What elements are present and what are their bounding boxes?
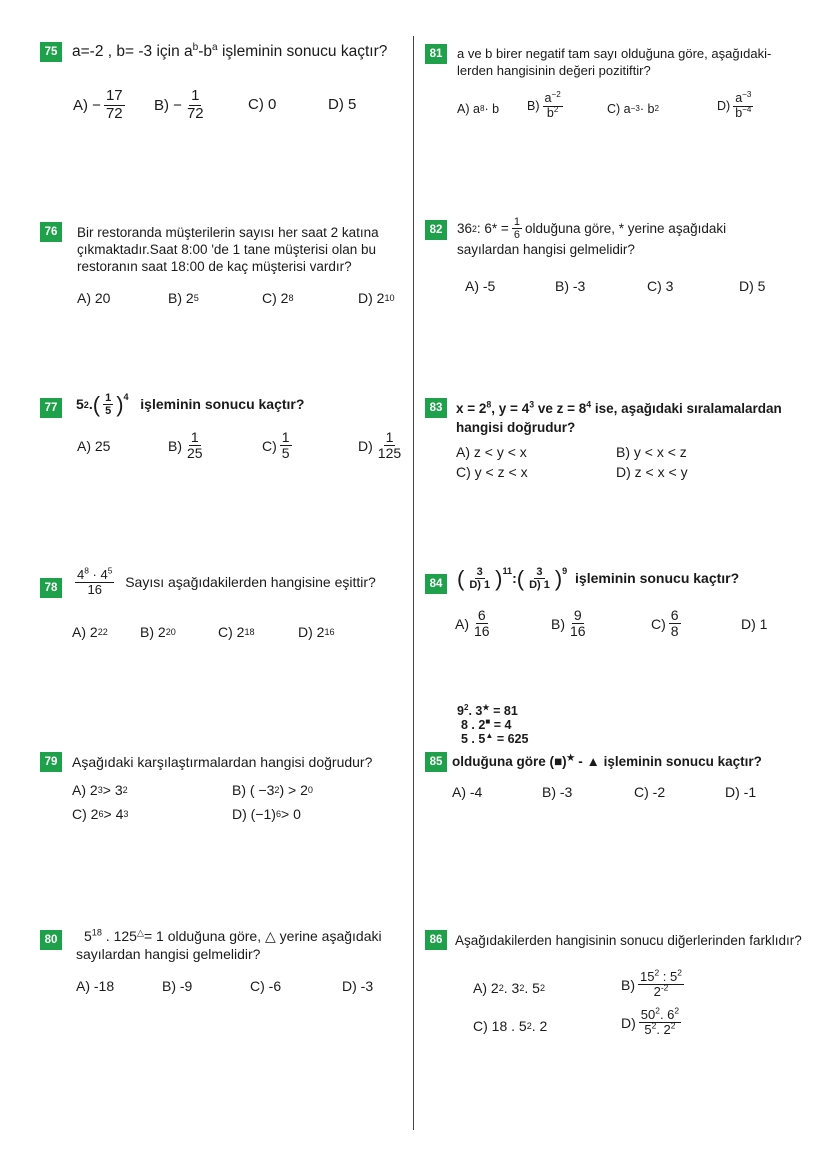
- option-d[interactable]: D) 1: [741, 616, 768, 632]
- option-c[interactable]: [262, 430, 295, 462]
- exp: −2: [551, 89, 561, 99]
- denominator: D) 1: [529, 579, 550, 592]
- question-text: [72, 43, 387, 60]
- fraction: [639, 1005, 681, 1038]
- text-part: a: [544, 91, 552, 105]
- text-line: a ve b birer negatif tam sayı olduğuna göre, aşağıdaki-: [457, 46, 772, 61]
- option-label: D) (−1): [232, 806, 276, 822]
- denominator: 8: [670, 623, 679, 640]
- exp: 2: [553, 104, 559, 114]
- option-label: C): [262, 437, 277, 454]
- text-part: = 4: [490, 718, 512, 732]
- fraction: [568, 608, 588, 640]
- text-part: olduğuna göre, * yerine aşağıdaki: [524, 221, 727, 237]
- option-b[interactable]: B) -3: [555, 278, 586, 294]
- text-part: > 3: [102, 782, 123, 798]
- option-b[interactable]: B) -9: [162, 978, 193, 994]
- option-label: B) 2: [168, 290, 194, 306]
- numerator: 3: [536, 566, 543, 578]
- question-text: [457, 45, 771, 79]
- question-text: Aşağıdaki karşılaştırmalardan hangisi doğrudur?: [72, 754, 373, 770]
- text-part: 36: [457, 221, 473, 237]
- numerator: 6: [670, 607, 679, 623]
- denominator: 5: [281, 445, 290, 462]
- exp: 2: [677, 967, 682, 978]
- text-part: . 125: [101, 928, 137, 944]
- exp: 2: [654, 967, 660, 978]
- option-c[interactable]: [651, 608, 684, 640]
- option-d[interactable]: D) 2 10: [358, 290, 395, 306]
- option-label: A) a: [457, 102, 480, 116]
- question-number: 78: [40, 578, 62, 598]
- exp: −3: [742, 89, 752, 99]
- fraction: [280, 430, 292, 462]
- question-text: 5 2 . ( $\frac{1}{5}$ ) $^4$ işleminin sonucu kaçtır?: [76, 391, 305, 418]
- question-number: 75: [40, 42, 62, 62]
- question-number: 82: [425, 220, 447, 240]
- option-a[interactable]: A) z < y < x: [456, 444, 527, 460]
- option-label: D): [358, 437, 373, 454]
- text-part: . 2: [656, 1022, 671, 1038]
- fraction: [543, 89, 563, 121]
- option-c[interactable]: C) y < z < x: [456, 464, 528, 480]
- text-part: , y = 4: [491, 401, 530, 416]
- option-b[interactable]: B) 2 5: [168, 290, 199, 306]
- question-number: 79: [40, 752, 62, 772]
- text-part: b: [546, 105, 554, 120]
- fraction: [733, 89, 753, 121]
- exp: 2: [463, 702, 469, 712]
- square-symbol: ■: [485, 716, 491, 726]
- exp: 4: [586, 399, 592, 410]
- triangle-symbol: ▲: [485, 730, 494, 740]
- exp: 18: [91, 927, 102, 938]
- question-text: 36 2 : 6* = $\frac{1}{6}$ olduğuna göre, * yerine aşağıdaki sayılardan hangisi gelmelidir?: [457, 216, 727, 258]
- text-part: 50: [640, 1007, 656, 1022]
- option-a[interactable]: A) 25: [77, 438, 111, 454]
- option-label: C) 2: [218, 624, 245, 640]
- option-label: A) 2: [72, 782, 98, 798]
- option-label: D): [621, 1014, 636, 1031]
- text-part: . 6: [659, 1007, 675, 1022]
- option-d[interactable]: D) -3: [342, 978, 374, 994]
- sign: −: [92, 96, 101, 114]
- option-label: A) 2: [473, 980, 499, 996]
- exp: −4: [742, 104, 752, 114]
- question-number: 83: [425, 398, 447, 418]
- text-part: 5: [76, 396, 84, 413]
- denominator: [545, 104, 560, 121]
- option-a[interactable]: A) 20: [77, 290, 111, 306]
- option-label: A): [73, 96, 88, 114]
- option-a[interactable]: A) 2 3 > 3 2: [72, 782, 128, 798]
- text-part: - ▲ işleminin sonucu kaçtır?: [574, 754, 762, 769]
- denominator: D) 1: [469, 579, 491, 592]
- exp: -2: [660, 982, 669, 993]
- exp: 2: [674, 1005, 680, 1016]
- fraction: [376, 430, 403, 462]
- denominator: 16: [87, 582, 102, 598]
- text-part: = 81: [489, 704, 518, 718]
- option-label: B) ( −3: [232, 782, 275, 798]
- column-divider: [413, 36, 414, 1130]
- option-c[interactable]: C) a −3 · b 2: [607, 102, 659, 116]
- option-label: A): [455, 615, 469, 632]
- exp: 5: [107, 565, 113, 576]
- denominator: [652, 982, 671, 1000]
- option-label: B): [168, 437, 182, 454]
- numerator: 6: [477, 607, 486, 623]
- question-text: [452, 753, 762, 770]
- option-label: B): [621, 976, 635, 993]
- text-part: = 1 olduğuna göre, △ yerine aşağıdaki: [143, 928, 382, 944]
- question-number: 80: [40, 930, 62, 950]
- option-a[interactable]: A) 2 2 . 3 2 . 5 2: [473, 980, 546, 996]
- numerator: 1: [190, 429, 199, 445]
- text-part: ise, aşağıdaki sıralamalardan: [591, 401, 782, 416]
- text-part: . 2: [531, 1018, 548, 1034]
- question-text: [76, 927, 382, 963]
- text-part: : 5: [659, 969, 678, 984]
- denominator: 72: [186, 104, 204, 122]
- question-number: 76: [40, 222, 62, 242]
- question-number: 81: [425, 44, 447, 64]
- option-c[interactable]: C) -6: [250, 978, 282, 994]
- text-part: . 3: [468, 704, 483, 718]
- exp: b: [192, 41, 199, 53]
- denominator: 125: [377, 445, 402, 462]
- numerator: 3: [476, 566, 483, 578]
- text-part: 8 . 2: [461, 718, 486, 732]
- option-a[interactable]: [73, 88, 128, 122]
- option-c[interactable]: C) -2: [634, 784, 666, 800]
- option-label: B): [527, 99, 540, 114]
- text-line: sayılardan hangisi gelmelidir?: [457, 242, 635, 258]
- option-d[interactable]: D) z < x < y: [616, 464, 688, 480]
- numerator: 1: [191, 87, 200, 104]
- option-b[interactable]: [168, 430, 208, 462]
- question-text: ( $\frac{3}{D) 1}$ ) $^{11}$ : ( $\frac{3}{D) 1}$ ) $^9$ işleminin sonucu kaçtır?: [457, 565, 740, 592]
- option-label: D) 2: [298, 624, 325, 640]
- numerator: 1: [385, 429, 394, 445]
- option-label: C): [651, 615, 666, 632]
- question-number: 77: [40, 398, 62, 418]
- text-part: > 0: [281, 806, 301, 822]
- text-part: ve z = 8: [534, 401, 587, 416]
- option-c[interactable]: C) 3: [647, 278, 674, 294]
- option-d[interactable]: D) (−1) 6 > 0: [232, 806, 301, 822]
- text-part: . 5: [524, 980, 540, 996]
- fraction: [472, 608, 492, 640]
- text-line: lerden hangisinin değeri pozitiftir?: [457, 63, 651, 78]
- fraction: [185, 88, 206, 122]
- star-symbol: ★: [566, 752, 575, 763]
- option-label: C) 2: [72, 806, 99, 822]
- denominator: 25: [187, 445, 203, 462]
- text-part: · b: [484, 102, 500, 116]
- fraction: [669, 608, 681, 640]
- text-part: 9: [457, 704, 464, 718]
- text-part: 4: [100, 567, 108, 582]
- text-part: -b: [198, 43, 213, 60]
- text-part: 4: [77, 567, 85, 582]
- option-a[interactable]: [455, 608, 495, 640]
- text-part: işleminin sonucu kaçtır?: [217, 43, 388, 60]
- fraction: [104, 88, 125, 122]
- text-line: restoranın saat 18:00 de kaç müşterisi vardır?: [77, 259, 352, 274]
- option-c[interactable]: C) 18 . 5 2 . 2: [473, 1018, 548, 1034]
- exp: 8: [84, 565, 89, 576]
- text-part: ·: [88, 567, 101, 582]
- text-part: Sayısı aşağıdakilerden hangisine eşittir?: [125, 574, 376, 591]
- option-b[interactable]: [527, 89, 566, 121]
- text-part: ) > 2: [279, 782, 308, 798]
- text-part: işleminin sonucu kaçtır?: [140, 396, 305, 413]
- option-a[interactable]: A) 2 22: [72, 624, 108, 640]
- star-symbol: ★: [482, 702, 490, 712]
- question-number: 84: [425, 574, 447, 594]
- question-text: [72, 565, 376, 598]
- option-b[interactable]: B) y < x < z: [616, 444, 687, 460]
- fraction: [527, 566, 552, 591]
- option-b[interactable]: B) 2 20: [140, 624, 176, 640]
- text-part: : 6* =: [476, 221, 509, 237]
- text-part: 5: [644, 1022, 652, 1038]
- given-equations: [457, 704, 528, 746]
- option-c[interactable]: C) 0: [248, 96, 277, 113]
- fraction: [185, 430, 205, 462]
- denominator: 6: [513, 229, 520, 242]
- option-d[interactable]: D) -1: [725, 784, 757, 800]
- fraction: [75, 565, 114, 598]
- fraction: [103, 392, 113, 417]
- exp: 3: [529, 399, 535, 410]
- option-label: B): [154, 96, 169, 114]
- fraction: [467, 566, 492, 591]
- option-label: D) 2: [358, 290, 385, 306]
- option-a[interactable]: A) -4: [452, 784, 483, 800]
- exp: 2: [655, 1005, 660, 1016]
- text-line: sayılardan hangisi gelmelidir?: [76, 946, 261, 962]
- option-b[interactable]: [621, 967, 687, 1000]
- option-d[interactable]: D) 2 16: [298, 624, 335, 640]
- fraction: [638, 967, 684, 1000]
- text-part: 5: [84, 928, 92, 944]
- option-d[interactable]: D) 5: [328, 96, 357, 113]
- option-b[interactable]: B) ( −3 2 ) > 2 0: [232, 782, 313, 798]
- question-text: Aşağıdakilerden hangisinin sonucu diğerlerinden farklıdır?: [455, 933, 802, 948]
- text-part: . 3: [503, 980, 520, 996]
- question-text: [456, 399, 782, 437]
- option-label: D): [717, 99, 731, 114]
- numerator: 1: [513, 216, 520, 228]
- option-c[interactable]: C) 2 6 > 4 3: [72, 806, 129, 822]
- exp: a: [212, 41, 218, 53]
- option-label: C) 18 . 5: [473, 1018, 527, 1034]
- numerator: [543, 89, 563, 107]
- text-part: = 625: [493, 732, 529, 746]
- numerator: 9: [573, 607, 582, 623]
- text-part: > 4: [103, 806, 124, 822]
- exp: 2: [651, 1020, 657, 1031]
- denominator: 5: [105, 405, 112, 418]
- option-b[interactable]: [551, 608, 591, 640]
- numerator: 1: [105, 392, 112, 404]
- text-line: çıkmaktadır.Saat 8:00 'de 1 tane müşterisi olan bu: [77, 242, 376, 257]
- option-label: C) a: [607, 102, 631, 116]
- text-line: hangisi doğrudur?: [456, 420, 576, 435]
- option-a[interactable]: A) -18: [76, 978, 115, 994]
- numerator: [75, 565, 114, 583]
- text-part: 5 . 5: [461, 732, 486, 746]
- option-label: B) 2: [140, 624, 166, 640]
- sign: −: [173, 96, 182, 114]
- option-label: C) 2: [262, 290, 289, 306]
- option-d[interactable]: D) 5: [739, 278, 766, 294]
- option-label: B): [551, 615, 565, 632]
- option-b[interactable]: B) -3: [542, 784, 573, 800]
- text-line: Bir restoranda müşterilerin sayısı her saat 2 katına: [77, 225, 379, 240]
- numerator: 17: [105, 87, 123, 104]
- denominator: [642, 1020, 677, 1038]
- question-number: 86: [425, 930, 447, 950]
- text-part: 2: [653, 984, 661, 1000]
- exp: 8: [486, 399, 492, 410]
- text-part: a=-2 , b= -3 için a: [72, 43, 193, 60]
- question-text: [77, 224, 379, 275]
- text-part: x = 2: [456, 401, 487, 416]
- fraction: [512, 216, 522, 241]
- exp: 2: [670, 1020, 676, 1031]
- option-b[interactable]: [154, 88, 209, 122]
- option-d[interactable]: [621, 1005, 684, 1038]
- text-part: olduğuna göre (■): [452, 754, 567, 769]
- text-part: işleminin sonucu kaçtır?: [575, 570, 740, 587]
- option-a[interactable]: A) a 8 · b: [457, 102, 500, 116]
- text-part: · b: [639, 102, 655, 116]
- question-number: 85: [425, 752, 447, 772]
- text-part: :: [512, 570, 517, 587]
- text-part: b: [735, 105, 743, 120]
- text-part: a: [735, 91, 743, 105]
- numerator: 1: [281, 429, 290, 445]
- denominator: 16: [474, 623, 490, 640]
- option-c[interactable]: C) 2 18: [218, 624, 255, 640]
- denominator: 16: [570, 623, 586, 640]
- text-part: 15: [640, 969, 655, 984]
- denominator: 72: [105, 104, 123, 122]
- denominator: [733, 104, 753, 121]
- option-label: A) 2: [72, 624, 98, 640]
- option-c[interactable]: C) 2 8: [262, 290, 294, 306]
- option-d[interactable]: [717, 89, 756, 121]
- option-d[interactable]: [358, 430, 406, 462]
- option-a[interactable]: A) -5: [465, 278, 496, 294]
- triangle-symbol: △: [136, 927, 144, 938]
